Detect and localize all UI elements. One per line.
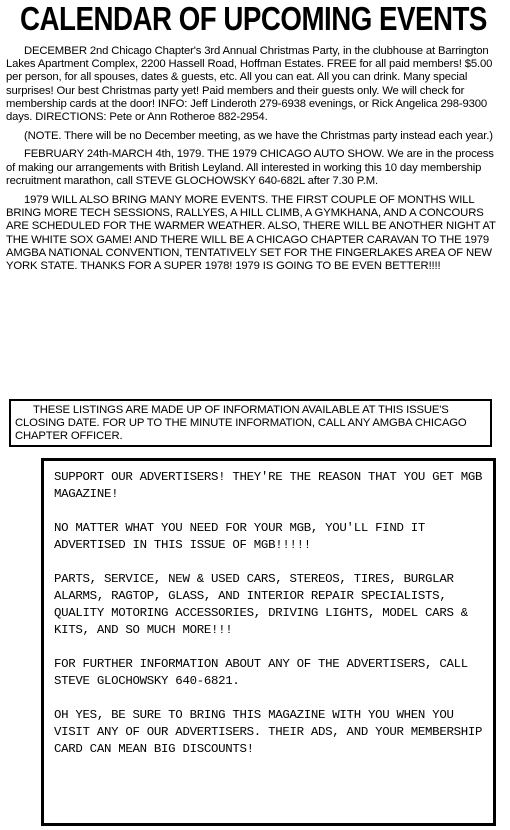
event-note: (NOTE. There will be no December meeting, as we have the Christmas party instead each year.) bbox=[24, 130, 493, 143]
events-list bbox=[6, 45, 498, 277]
advertisers-box bbox=[41, 458, 496, 826]
ad-paragraph-find: NO MATTER WHAT YOU NEED FOR YOUR MGB, YOU'LL FIND IT ADVERTISED IN THIS ISSUE OF MGB!!!!! bbox=[54, 521, 426, 552]
event-auto-show: FEBRUARY 24th-MARCH 4th, 1979. THE 1979 CHICAGO AUTO SHOW. We are in the process of making our arrangements with British Leyland. All interested in working this 10 day membership recruitment marathon, call STEVE GLOCHOWSKY 640-682L after 7.30 P.M. bbox=[6, 148, 494, 187]
ad-paragraph-contact: FOR FURTHER INFORMATION ABOUT ANY OF THE ADVERTISERS, CALL STEVE GLOCHOWSKY 640-6821. bbox=[54, 657, 468, 688]
ad-paragraph-support: SUPPORT OUR ADVERTISERS! THEY'RE THE REASON THAT YOU GET MGB MAGAZINE! bbox=[54, 470, 483, 501]
ad-paragraph-discounts: OH YES, BE SURE TO BRING THIS MAGAZINE WITH YOU WHEN YOU VISIT ANY OF OUR ADVERTISERS. THEIR ADS, AND YOUR MEMBERSHIP CARD CAN MEAN BIG DISCOUNTS! bbox=[54, 708, 483, 756]
event-christmas-party: DECEMBER 2nd Chicago Chapter's 3rd Annual Christmas Party, in the clubhouse at Barrington Lakes Apartment Complex, 2200 Hassell Road, Hoffman Estates. FREE for all paid members! $5.00 per person, for all spouses, dates & guests, etc. All you can eat. All you can drink. Many special surprises! Our best Christmas party yet! Paid members and their guests only. We will check for membership cards at the door! INFO: Jeff Linderoth 279-6938 evenings, or Rick Angelica 298-9300 days. DIRECTIONS: Pete or Ann Rotheroe 882-2954. bbox=[6, 45, 493, 124]
closing-date-notice: THESE LISTINGS ARE MADE UP OF INFORMATION AVAILABLE AT THIS ISSUE'S CLOSING DATE. FOR UP TO THE MINUTE INFORMATION, CALL ANY AMGBA CHICAGO CHAPTER OFFICER. bbox=[9, 399, 492, 447]
page-title: CALENDAR OF UPCOMING EVENTS bbox=[20, 0, 487, 37]
ad-paragraph-services: PARTS, SERVICE, NEW & USED CARS, STEREOS, TIRES, BURGLAR ALARMS, RAGTOP, GLASS, AND INTERIOR REPAIR SPECIALISTS, QUALITY MOTORING ACCESSORIES, DRIVING LIGHTS, MODEL CARS & KITS, AND SO MUCH MORE!!! bbox=[54, 572, 468, 637]
event-1979-plans: 1979 WILL ALSO BRING MANY MORE EVENTS. THE FIRST COUPLE OF MONTHS WILL BRING MORE TECH SESSIONS, RALLYES, A HILL CLIMB, A GYMKHANA, AND A CONCOURS ARE SCHEDULED FOR THE WARMER WEATHER. ALSO, THERE WILL BE ANOTHER NIGHT AT THE WHITE SOX GAME! AND THERE WILL BE A CHICAGO CHAPTER CARAVAN TO THE 1979 AMGBA NATIONAL CONVENTION, TENTATIVELY SET FOR THE FINGERLAKES AREA OF NEW YORK STATE. THANKS FOR A SUPER 1978! 1979 IS GOING TO BE EVEN BETTER!!!! bbox=[6, 194, 496, 273]
